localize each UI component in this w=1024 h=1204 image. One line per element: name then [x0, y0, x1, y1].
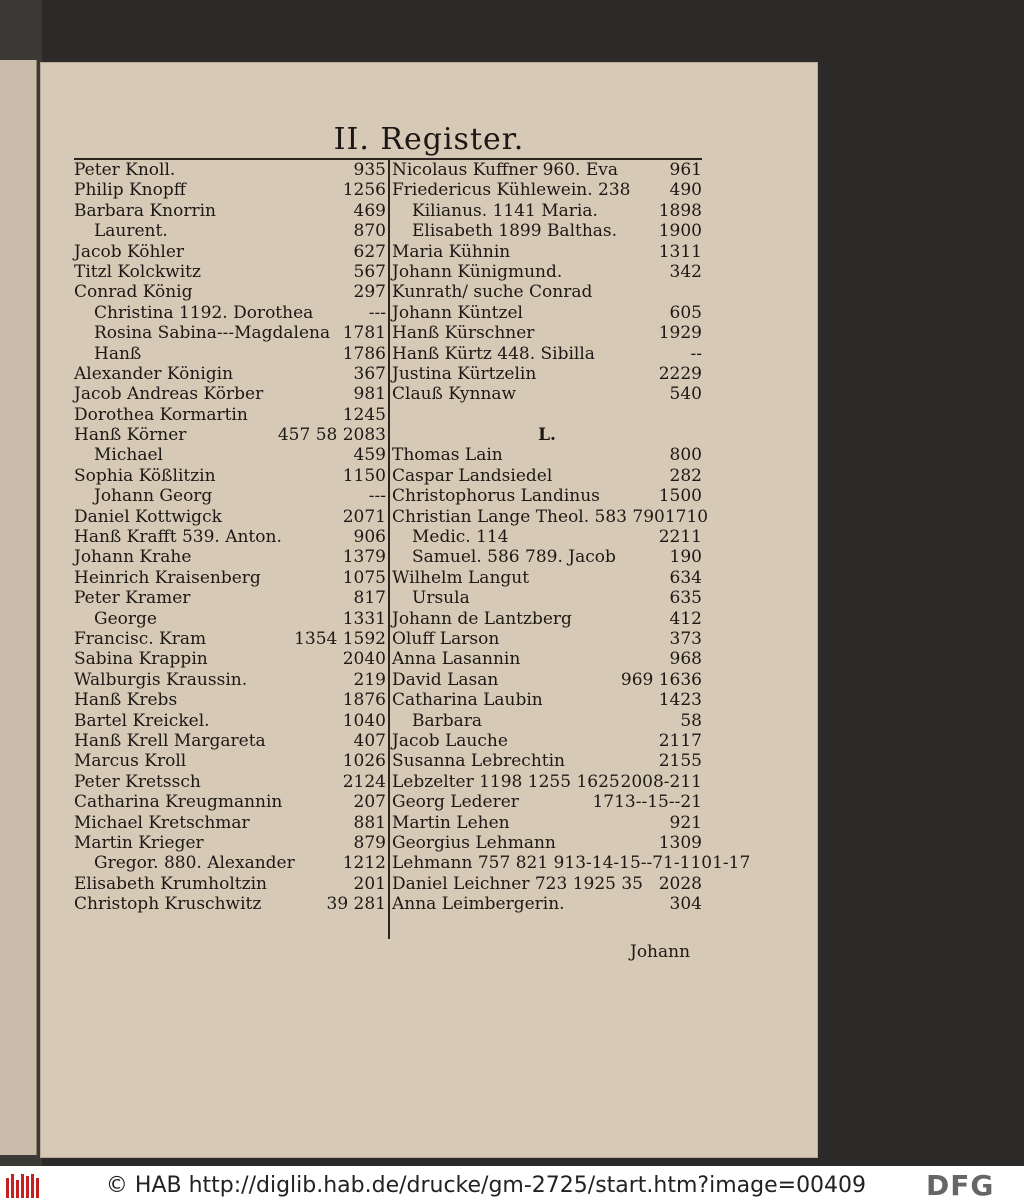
entry-page-number: 342	[669, 261, 702, 282]
entry-name: Johann de Lantzberg	[392, 608, 572, 629]
entry-name: Christophorus Landinus	[392, 486, 600, 507]
entry-name: Kilianus. 1141 Maria.	[412, 200, 598, 221]
index-entry	[74, 262, 386, 282]
hab-logo-icon	[6, 1172, 46, 1198]
entry-page-number: 634	[669, 567, 702, 588]
entry-page-number: 635	[669, 588, 702, 609]
column-divider	[388, 158, 390, 939]
entry-page-number: 1710	[664, 506, 709, 527]
index-entry	[74, 690, 386, 710]
entry-name: Dorothea Kormartin	[74, 404, 248, 425]
entry-page-number: 1929	[658, 323, 702, 344]
entry-page-number: 459	[353, 445, 386, 466]
entry-page-number: 2155	[658, 751, 702, 772]
entry-name: Hanß Körner	[74, 425, 187, 446]
index-entry	[74, 323, 386, 343]
entry-name: Jacob Lauche	[392, 730, 508, 751]
footer-url-text: © HAB http://diglib.hab.de/drucke/gm-2725/start.htm?image=00409	[105, 1172, 867, 1198]
entry-name: Michael	[94, 445, 163, 466]
entry-page-number: 367	[353, 363, 386, 384]
entry-page-number: 1309	[658, 832, 702, 853]
entry-page-number: 490	[669, 180, 702, 201]
index-entry	[74, 711, 386, 731]
dfg-logo: DFG	[926, 1168, 995, 1202]
index-entry	[392, 772, 702, 792]
entry-name: Alexander Königin	[74, 363, 234, 384]
entry-name: Christian Lange Theol. 583 790	[392, 506, 665, 527]
entry-name: Hanß Krebs	[74, 690, 178, 711]
entry-name: Francisc. Kram	[74, 628, 207, 649]
entry-page-number: 881	[353, 812, 386, 833]
index-entry	[392, 894, 702, 914]
entry-page-number: 921	[669, 812, 702, 833]
entry-name: Anna Lasannin	[392, 649, 521, 670]
entry-name: Hanß Kürschner	[392, 323, 535, 344]
index-entry	[392, 568, 702, 588]
index-entry	[74, 609, 386, 629]
entry-page-number: 1256	[342, 180, 386, 201]
entry-page-number: 1900	[658, 221, 702, 242]
index-entry	[74, 160, 386, 180]
entry-name: Peter Kramer	[74, 588, 191, 609]
entry-name: Johann Küntzel	[392, 302, 523, 323]
entry-page-number: 2028	[658, 873, 702, 894]
entry-name: Rosina Sabina---Magdalena	[94, 323, 331, 344]
entry-name: Peter Kretssch	[74, 771, 201, 792]
index-entry	[392, 262, 702, 282]
entry-name: Nicolaus Kuffner 960. Eva	[392, 160, 619, 180]
entry-name: Daniel Leichner 723 1925 35	[392, 873, 643, 894]
index-entry	[392, 405, 702, 425]
index-entry	[392, 751, 702, 771]
entry-page-number: ---	[368, 486, 386, 507]
entry-page-number: 2008-211	[620, 771, 702, 792]
entry-page-number: 2040	[342, 649, 386, 670]
entry-page-number: 1500	[658, 486, 702, 507]
index-entry	[392, 344, 702, 364]
entry-name: Christina 1192. Dorothea	[94, 302, 314, 323]
entry-page-number: 457 58 2083	[277, 425, 386, 446]
entry-page-number: 1379	[342, 547, 386, 568]
index-entry	[392, 874, 702, 894]
index-entry	[74, 588, 386, 608]
entry-name: Medic. 114	[412, 527, 509, 548]
index-entry	[392, 813, 702, 833]
index-entry	[74, 364, 386, 384]
entry-page-number: 2229	[658, 363, 702, 384]
entry-page-number: 969 1636	[620, 669, 702, 690]
entry-name: Sophia Kößlitzin	[74, 465, 216, 486]
entry-name: Clauß Kynnaw	[392, 384, 517, 405]
catchword: Johann	[630, 942, 691, 962]
entry-name: Maria Kühnin	[392, 241, 511, 262]
index-entry	[74, 792, 386, 812]
entry-name: Friedericus Kühlewein. 238	[392, 180, 631, 201]
entry-page-number: 627	[353, 241, 386, 262]
index-entry	[74, 486, 386, 506]
index-entry	[392, 629, 702, 649]
index-entry	[74, 507, 386, 527]
entry-page-number: 879	[353, 832, 386, 853]
index-entry	[74, 731, 386, 751]
index-entry	[74, 772, 386, 792]
entry-page-number: 190	[669, 547, 702, 568]
entry-page-number: 2071	[342, 506, 386, 527]
entry-page-number: 2211	[658, 527, 702, 548]
index-entry	[74, 670, 386, 690]
footer-bar	[0, 1166, 1024, 1204]
index-entry	[74, 527, 386, 547]
entry-page-number: ---	[368, 302, 386, 323]
entry-name: Wilhelm Langut	[392, 567, 530, 588]
index-entry	[74, 874, 386, 894]
entry-name: Lebzelter 1198 1255 1625	[392, 771, 620, 792]
index-entry	[392, 221, 702, 241]
entry-page-number: 567	[353, 261, 386, 282]
entry-name: Georg Lederer	[392, 792, 519, 813]
entry-name: Kunrath/ suche Conrad	[392, 282, 593, 303]
entry-name: Bartel Kreickel.	[74, 710, 210, 731]
entry-page-number: 39 281	[326, 894, 386, 915]
index-entry	[74, 180, 386, 200]
book-page	[40, 62, 818, 1158]
entry-name: Christoph Kruschwitz	[74, 894, 262, 915]
entry-name: Walburgis Kraussin.	[74, 669, 248, 690]
entry-name: Thomas Lain	[392, 445, 503, 466]
entry-page-number: 540	[669, 384, 702, 405]
entry-page-number: 1245	[342, 404, 386, 425]
entry-page-number: 1311	[658, 241, 702, 262]
index-entry	[392, 649, 702, 669]
index-entry	[392, 690, 702, 710]
left-column	[74, 160, 386, 914]
entry-name: Conrad König	[74, 282, 193, 303]
entry-name: Michael Kretschmar	[74, 812, 250, 833]
index-entry	[74, 629, 386, 649]
index-entry	[74, 813, 386, 833]
entry-page-number: 935	[353, 160, 386, 180]
index-entry	[392, 527, 702, 547]
index-entry	[74, 833, 386, 853]
entry-name: Justina Kürtzelin	[392, 363, 537, 384]
entry-page-number: 407	[353, 730, 386, 751]
index-entry	[74, 445, 386, 465]
index-entry	[392, 242, 702, 262]
entry-name: Laurent.	[94, 221, 168, 242]
entry-page-number: 1781	[342, 323, 386, 344]
entry-page-number: 207	[353, 792, 386, 813]
entry-name: David Lasan	[392, 669, 499, 690]
entry-name: Susanna Lebrechtin	[392, 751, 565, 772]
index-entry	[392, 425, 702, 445]
entry-name: Catharina Kreugmannin	[74, 792, 283, 813]
entry-page-number: 1423	[658, 690, 702, 711]
entry-name: Johann Künigmund.	[392, 261, 563, 282]
index-entry	[74, 568, 386, 588]
entry-name: Hanß	[94, 343, 142, 364]
entry-name: Elisabeth Krumholtzin	[74, 873, 267, 894]
index-entry	[74, 344, 386, 364]
index-entry	[392, 506, 709, 527]
index-entry	[74, 201, 386, 221]
entry-page-number: 2124	[342, 771, 386, 792]
index-entry	[392, 323, 702, 343]
entry-page-number: 1075	[342, 567, 386, 588]
entry-page-number: 968	[669, 649, 702, 670]
entry-name: Johann Krahe	[74, 547, 192, 568]
index-entry	[392, 711, 702, 731]
entry-name: Jacob Köhler	[74, 241, 185, 262]
index-entry	[392, 792, 702, 812]
entry-name: Jacob Andreas Körber	[74, 384, 264, 405]
entry-name: Caspar Landsiedel	[392, 465, 553, 486]
index-entry	[74, 221, 386, 241]
entry-page-number: 1212	[342, 853, 386, 874]
entry-page-number: 1101-17	[679, 853, 751, 874]
entry-page-number: 800	[669, 445, 702, 466]
entry-page-number: 1354 1592	[294, 628, 386, 649]
index-entry	[74, 405, 386, 425]
index-entry	[392, 853, 751, 874]
index-entry	[392, 180, 702, 200]
entry-name: Hanß Krell Margareta	[74, 730, 266, 751]
index-entry	[392, 486, 702, 506]
entry-page-number: 1898	[658, 200, 702, 221]
index-entry	[74, 466, 386, 486]
index-entry	[392, 588, 702, 608]
index-entry	[74, 303, 386, 323]
index-entry	[392, 201, 702, 221]
entry-page-number: 870	[353, 221, 386, 242]
entry-page-number: 906	[353, 527, 386, 548]
entry-page-number: 201	[353, 873, 386, 894]
index-entry	[74, 547, 386, 567]
right-column	[392, 160, 751, 915]
entry-name: Hanß Kürtz 448. Sibilla	[392, 343, 595, 364]
entry-page-number: 817	[353, 588, 386, 609]
entry-name: Oluff Larson	[392, 628, 500, 649]
index-entry	[392, 364, 702, 384]
entry-page-number: 1786	[342, 343, 386, 364]
index-entry	[74, 384, 386, 404]
entry-page-number: 219	[353, 669, 386, 690]
entry-name: Hanß Krafft 539. Anton.	[74, 527, 282, 548]
index-entry	[392, 384, 702, 404]
entry-page-number: 2117	[658, 730, 702, 751]
entry-page-number: 961	[669, 160, 702, 180]
index-entry	[392, 670, 702, 690]
entry-page-number: 1331	[342, 608, 386, 629]
index-entry	[392, 282, 702, 302]
page-heading: II. Register.	[333, 122, 525, 157]
entry-page-number: 1040	[342, 710, 386, 731]
entry-name: Sabina Krappin	[74, 649, 208, 670]
index-entry	[74, 853, 386, 873]
index-entry	[74, 282, 386, 302]
entry-page-number: 1876	[342, 690, 386, 711]
entry-page-number: 373	[669, 628, 702, 649]
entry-name: Titzl Kolckwitz	[74, 261, 201, 282]
entry-name: Peter Knoll.	[74, 160, 176, 180]
entry-name: Daniel Kottwigck	[74, 506, 222, 527]
entry-page-number: 304	[669, 894, 702, 915]
entry-page-number: 297	[353, 282, 386, 303]
entry-page-number: 469	[353, 200, 386, 221]
entry-name: Georgius Lehmann	[392, 832, 556, 853]
index-entry	[392, 160, 702, 180]
entry-name: Anna Leimbergerin.	[392, 894, 565, 915]
index-entry	[392, 445, 702, 465]
entry-page-number: 1150	[342, 465, 386, 486]
entry-name: Ursula	[412, 588, 470, 609]
index-entry	[74, 894, 386, 914]
index-entry	[392, 731, 702, 751]
entry-name: Barbara	[412, 710, 483, 731]
entry-page-number: 605	[669, 302, 702, 323]
entry-name: Philip Knopff	[74, 180, 186, 201]
entry-page-number: 1713--15--21	[592, 792, 702, 813]
index-entry	[392, 833, 702, 853]
index-entry	[74, 751, 386, 771]
entry-page-number: 282	[669, 465, 702, 486]
entry-name: Heinrich Kraisenberg	[74, 567, 261, 588]
previous-page-edge	[0, 60, 37, 1155]
entry-name: L.	[538, 425, 556, 446]
entry-page-number: 58	[680, 710, 702, 731]
entry-name: Martin Krieger	[74, 832, 204, 853]
entry-page-number: 1026	[342, 751, 386, 772]
index-entry	[392, 466, 702, 486]
entry-page-number: 981	[353, 384, 386, 405]
entry-name: Catharina Laubin	[392, 690, 543, 711]
entry-name: Samuel. 586 789. Jacob	[412, 547, 616, 568]
index-entry	[392, 609, 702, 629]
index-entry	[74, 425, 386, 445]
entry-name: George	[94, 608, 157, 629]
entry-name: Gregor. 880. Alexander	[94, 853, 295, 874]
entry-name: Johann Georg	[94, 486, 213, 507]
index-entry	[74, 242, 386, 262]
entry-page-number: 412	[669, 608, 702, 629]
index-entry	[74, 649, 386, 669]
entry-name: Martin Lehen	[392, 812, 510, 833]
index-entry	[392, 303, 702, 323]
index-entry	[392, 547, 702, 567]
entry-name: Marcus Kroll	[74, 751, 187, 772]
entry-page-number: --	[690, 343, 702, 364]
entry-name: Lehmann 757 821 913-14-15--71-	[392, 853, 680, 874]
entry-name: Elisabeth 1899 Balthas.	[412, 221, 618, 242]
entry-name: Barbara Knorrin	[74, 200, 216, 221]
